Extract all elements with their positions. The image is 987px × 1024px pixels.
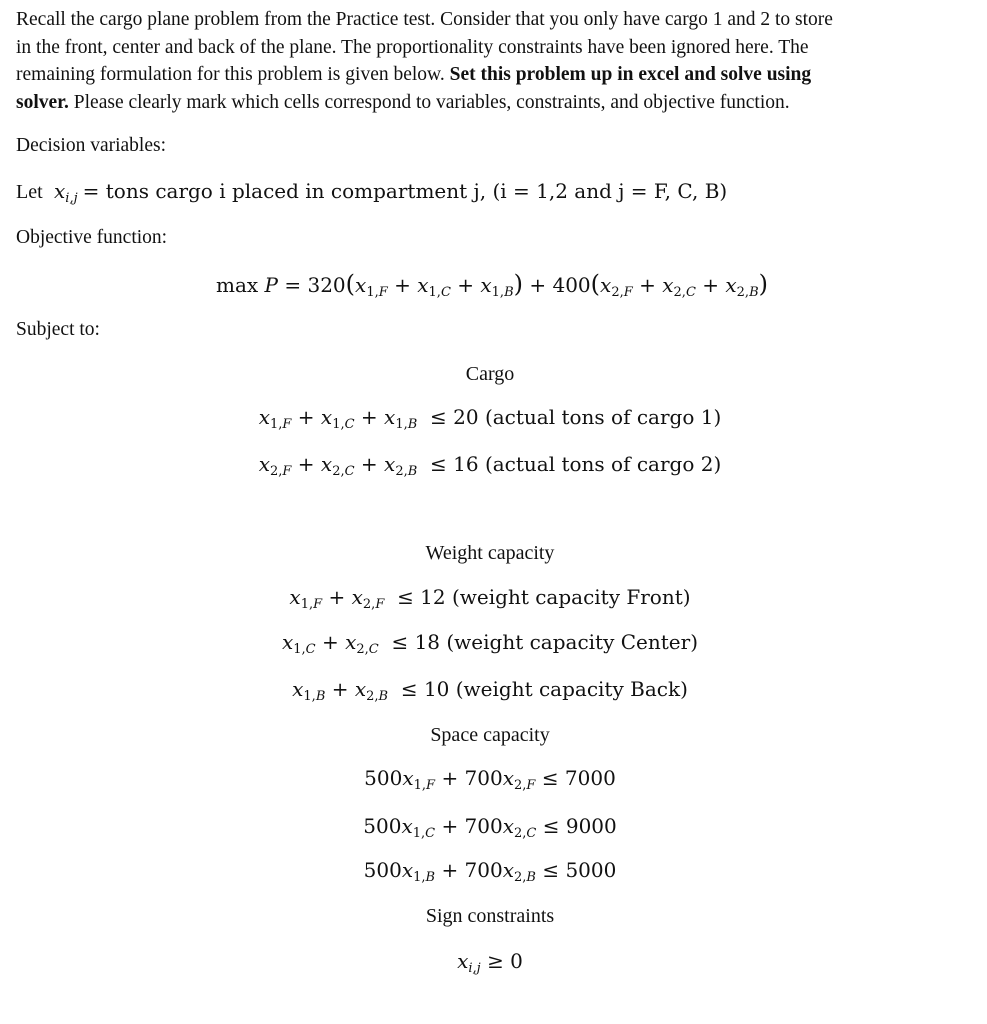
cargo-constraint-2: $x_{2,F} + x_{2,C} + x_{2,B} \le 16$ (actual tons of cargo 2): [258, 452, 722, 479]
decision-variables-label: Decision variables:: [16, 135, 166, 156]
decision-variable-definition: [16, 178, 727, 205]
objective-function-equation: $\max P = 320(x_{1,F} + x_{1,C} + x_{1,B}) + 400(x_{2,F} + x_{2,C} + x_{2,B})$: [216, 270, 768, 300]
space-constraint-front: $500x_{1,F} + 700x_{2,F} \le 7000$: [364, 766, 616, 793]
cargo-heading: Cargo: [465, 363, 515, 385]
intro-line-3: [16, 61, 976, 89]
intro-line-3-plain: remaining formulation for this problem is given below.: [16, 64, 450, 85]
sign-constraint: $x_{i,j} \ge 0$: [457, 949, 523, 976]
weight-constraint-front: $x_{1,F} + x_{2,F} \le 12$ (weight capacity Front): [289, 585, 691, 612]
intro-line-2: in the front, center and back of the plane. The proportionality constraints have been ignored here. The: [16, 36, 809, 58]
space-constraint-center-rhs: ≤ 9000: [542, 814, 617, 838]
weight-capacity-heading: Weight capacity: [425, 542, 555, 564]
weight-constraint-back: $x_{1,B} + x_{2,B} \le 10$ (weight capacity Back): [292, 677, 688, 704]
weight-constraint-center-rhs: ≤ 18 (weight capacity Center): [391, 630, 699, 654]
intro-line-3-bold: Set this problem up in excel and solve using: [449, 64, 812, 85]
variable-definition-text: = tons cargo i placed in compartment j, (i = 1,2 and j = F, C, B): [82, 179, 728, 203]
variable-symbol: $x_{i,j}$: [54, 179, 78, 206]
intro-line-4-plain: Please clearly mark which cells correspond to variables, constraints, and objective function.: [68, 91, 790, 113]
objective-function-label: Objective function:: [16, 227, 168, 248]
cargo-constraint-1: $x_{1,F} + x_{1,C} + x_{1,B} \le 20$ (actual tons of cargo 1): [258, 405, 722, 432]
cargo-constraint-1-rhs: ≤ 20 (actual tons of cargo 1): [430, 405, 722, 429]
intro-line-4: [16, 89, 976, 117]
let-word: Let: [16, 181, 43, 203]
cargo-constraint-2-rhs: ≤ 16 (actual tons of cargo 2): [430, 452, 722, 476]
space-constraint-front-rhs: ≤ 7000: [541, 766, 616, 790]
sign-constraints-heading: Sign constraints: [425, 905, 555, 927]
space-constraint-back-rhs: ≤ 5000: [542, 858, 617, 882]
sign-constraint-rhs: ≥ 0: [487, 949, 523, 973]
weight-constraint-center: $x_{1,C} + x_{2,C} \le 18$ (weight capacity Center): [281, 630, 699, 657]
intro-line-4-bold: solver.: [16, 91, 69, 113]
weight-constraint-back-rhs: ≤ 10 (weight capacity Back): [400, 677, 688, 701]
space-capacity-heading: Space capacity: [430, 724, 550, 746]
weight-constraint-front-rhs: ≤ 12 (weight capacity Front): [397, 585, 691, 609]
space-constraint-back: $500x_{1,B} + 700x_{2,B} \le 5000$: [363, 858, 617, 885]
objective-prefix: max P = 320: [216, 273, 346, 297]
intro-line-1: Recall the cargo plane problem from the Practice test. Consider that you only have cargo 1 and 2 to store: [16, 9, 833, 30]
subject-to-label: Subject to:: [16, 319, 100, 340]
space-constraint-center: $500x_{1,C} + 700x_{2,C} \le 9000$: [363, 814, 617, 841]
intro-paragraph: [16, 6, 976, 116]
